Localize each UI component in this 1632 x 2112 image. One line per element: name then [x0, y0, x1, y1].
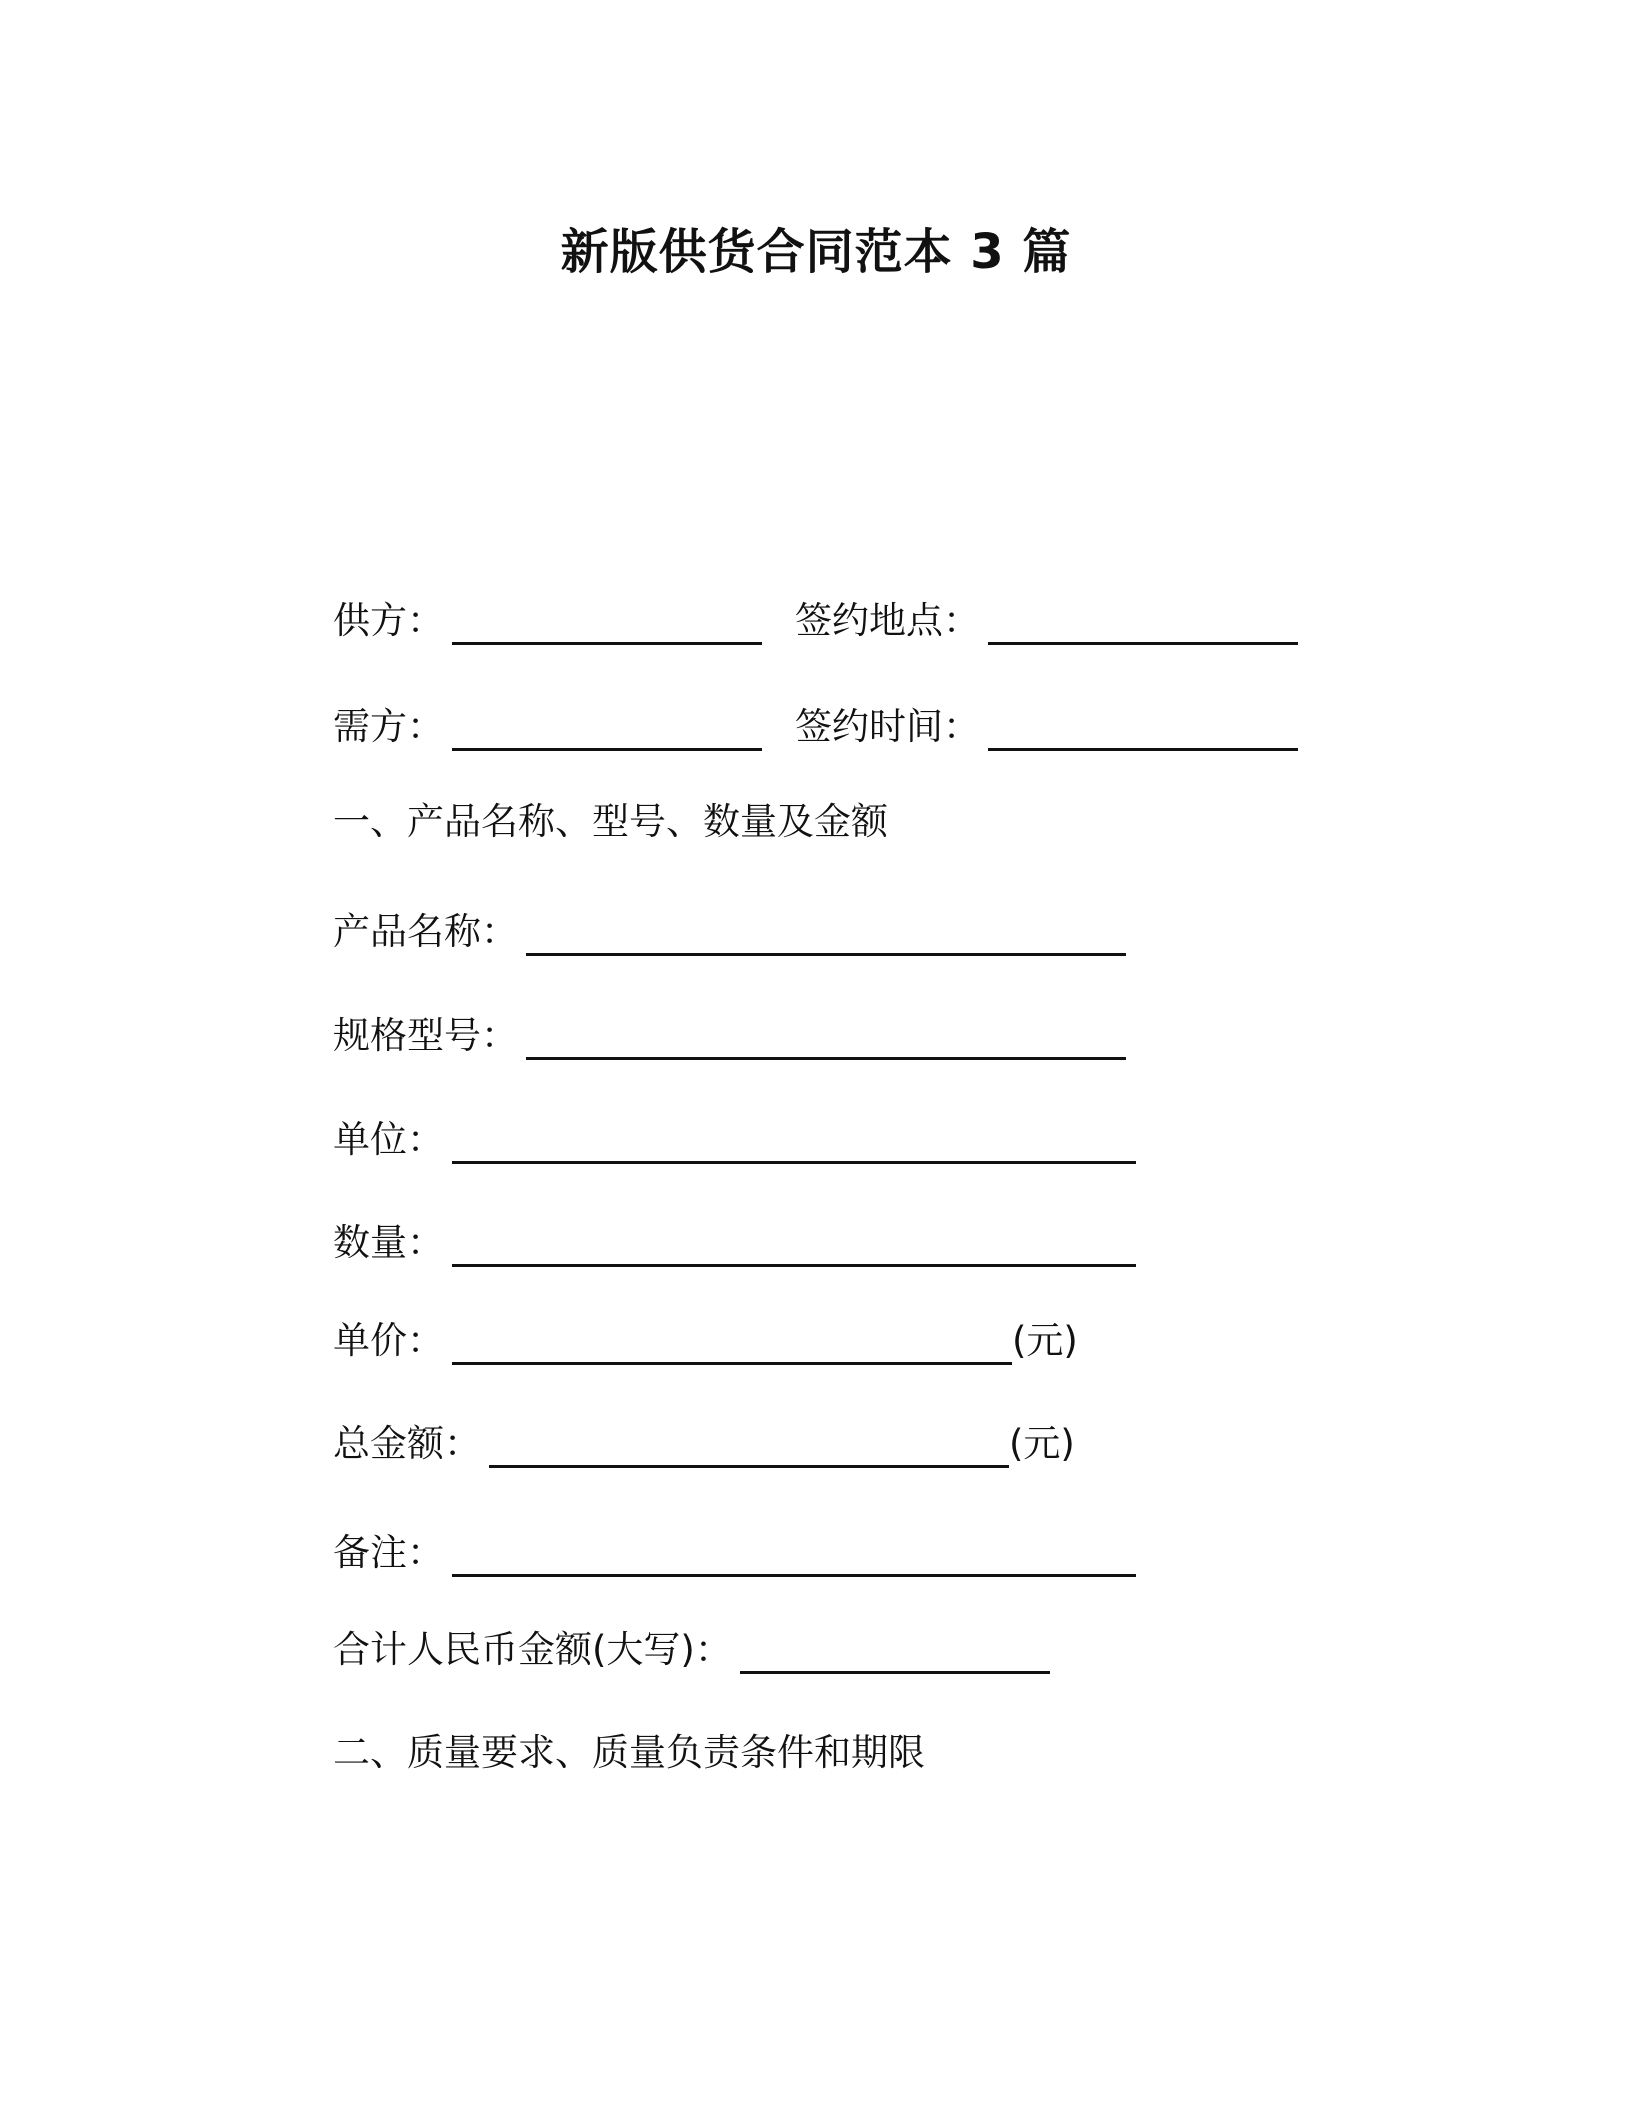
sign-place-row [795, 597, 1302, 645]
quantity-row [333, 1219, 1140, 1267]
unit-price-label: 单价： [333, 1319, 444, 1362]
product-name-label: 产品名称： [333, 910, 518, 953]
rmb-total-blank[interactable] [740, 1635, 1050, 1674]
total-amount-blank[interactable] [489, 1429, 1009, 1468]
unit-row [333, 1116, 1140, 1164]
remarks-blank[interactable] [452, 1538, 1136, 1577]
spec-model-row [333, 1012, 1130, 1060]
buyer-label: 需方： [333, 705, 444, 748]
buyer-row [333, 703, 766, 751]
sign-place-label: 签约地点： [795, 599, 980, 642]
product-name-blank[interactable] [526, 917, 1126, 956]
unit-label: 单位： [333, 1118, 444, 1161]
remarks-label: 备注： [333, 1531, 444, 1574]
supplier-blank[interactable] [452, 606, 762, 645]
total-amount-row [333, 1420, 1075, 1468]
supplier-row [333, 597, 766, 645]
sign-place-blank[interactable] [988, 606, 1298, 645]
unit-blank[interactable] [452, 1125, 1136, 1164]
total-amount-label: 总金额： [333, 1422, 481, 1465]
unit-price-suffix: (元) [1012, 1319, 1078, 1362]
remarks-row [333, 1529, 1140, 1577]
document-title: 新版供货合同范本 3 篇 [560, 224, 1072, 280]
rmb-total-label: 合计人民币金额(大写)： [333, 1628, 732, 1671]
unit-price-blank[interactable] [452, 1326, 1012, 1365]
sign-time-row [795, 703, 1302, 751]
product-name-row [333, 908, 1130, 956]
section1-heading: 一、产品名称、型号、数量及金额 [333, 800, 888, 843]
quantity-label: 数量： [333, 1221, 444, 1264]
quantity-blank[interactable] [452, 1228, 1136, 1267]
unit-price-row [333, 1317, 1078, 1365]
section2-heading: 二、质量要求、质量负责条件和期限 [333, 1731, 925, 1774]
spec-model-label: 规格型号： [333, 1014, 518, 1057]
sign-time-blank[interactable] [988, 712, 1298, 751]
total-amount-suffix: (元) [1009, 1422, 1075, 1465]
rmb-total-row [333, 1626, 1054, 1674]
supplier-label: 供方： [333, 599, 444, 642]
spec-model-blank[interactable] [526, 1021, 1126, 1060]
sign-time-label: 签约时间： [795, 705, 980, 748]
buyer-blank[interactable] [452, 712, 762, 751]
